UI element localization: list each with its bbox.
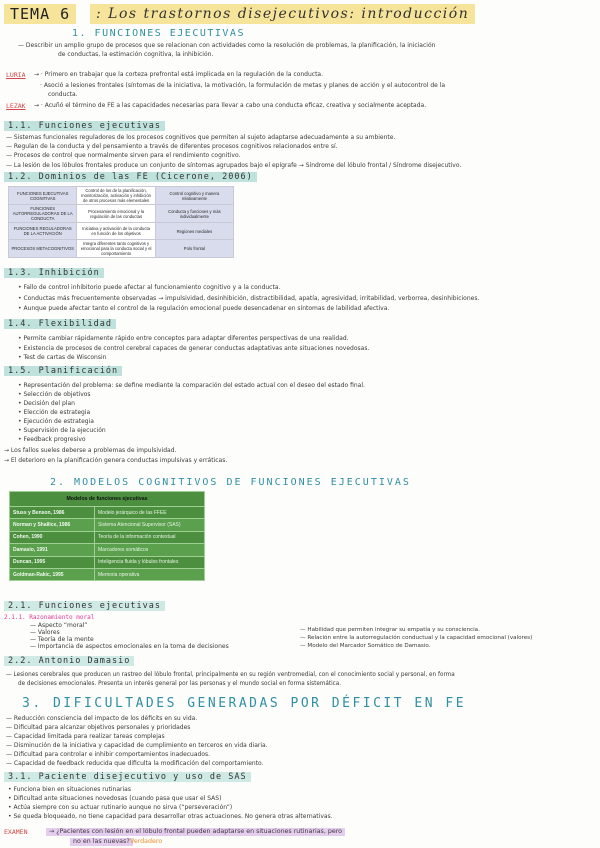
s15-after-2: → El deterioro en la planificación genera conductas impulsivas y erráticas. — [4, 457, 228, 464]
s3-line-2: — Dificultad para alcanzar objetivos personales y prioridades — [6, 724, 191, 731]
table-row — [10, 531, 205, 543]
luria-line-1: → · Primero en trabajar que la corteza prefrontal está implicada en la regulación de la conducta. — [34, 71, 324, 78]
exam-answer: Verdadero — [130, 838, 163, 845]
s14-line-1: • Permite cambiar rápidamente rápido entre conceptos para adaptar diferentes perspectivas de una realidad. — [18, 335, 349, 342]
s1-line-1: — Describir un amplio grupo de procesos que se relacionan con actividades como la resolución de problemas, la planificación, la iniciación — [18, 42, 436, 49]
section-3-title: 3. DIFICULTADES GENERADAS POR DÉFICIT EN FE — [22, 696, 467, 711]
s21-right-2: — Relación entre la autorregulación conductual y la capacidad emocional (valores) — [300, 635, 533, 641]
s15-line-5: • Ejecución de estrategia — [18, 418, 94, 425]
table-cell: Polo frontal — [155, 240, 233, 258]
section-2-1-title: 2.1. Funciones ejecutivas — [4, 601, 165, 611]
luria-line-3: conducta. — [48, 91, 78, 98]
table-row — [10, 556, 205, 568]
model-name: Teoría de la información contextual — [95, 531, 205, 543]
section-3-1-title: 3.1. Paciente disejecutivo y uso de SAS — [4, 772, 251, 782]
section-1-3-title: 1.3. Inhibición — [4, 268, 104, 278]
s21-right-3: — Modelo del Marcador Somático de Damasio. — [300, 643, 431, 649]
section-1-1-title: 1.1. Funciones ejecutivas — [4, 121, 165, 131]
model-name: Modelo jerárquico de las FFEE — [95, 507, 205, 519]
model-name: Sistema Atencional Supervisor (SAS) — [95, 519, 205, 531]
s21-left-2: — Valores — [30, 629, 60, 636]
model-name: Inteligencia fluida y lóbulos frontales — [95, 556, 205, 568]
model-name: Memoria operativa — [95, 568, 205, 580]
s31-line-3: • Actúa siempre con su actuar rutinario aunque no sirva (“perseveración”) — [8, 804, 233, 811]
page-tema: TEMA 6 — [4, 4, 76, 24]
luria-line-2: · Asoció a lesiones frontales (síntomas de la iniciativa, la motivación, la formulación de metas y planes de acción y el autocontrol de la — [40, 82, 446, 89]
model-name: Marcadores somáticos — [95, 544, 205, 556]
s11-line-1: — Sistemas funcionales reguladores de los procesos cognitivos que permiten al sujeto adaptarse adecuadamente a su ambiente. — [6, 134, 396, 141]
exam-question-2: no en las nuevas? — [70, 838, 133, 846]
luria-label: LURIA — [6, 71, 26, 79]
s21-right-1: — Habilidad que permiten integrar su empatía y su consciencia. — [300, 627, 480, 633]
s31-line-2: • Dificultad ante situaciones novedosas (cuando pasa que usar el SAS) — [8, 795, 222, 802]
table-cell: Control de los de la planificación, monitorización, activación y inhibición de otros procesos más elementales — [77, 187, 155, 205]
lezak-label: LEZAK — [6, 102, 26, 110]
section-1-5-title: 1.5. Planificación — [4, 366, 122, 376]
table-cell: Regiones mediales — [155, 223, 233, 240]
s11-line-4: — La lesión de los lóbulos frontales produce un conjunto de síntomas agrupados bajo el epígrafe → Síndrome del lóbulo frontal / Síndrome disejecutivo. — [6, 162, 462, 169]
s3-line-5: — Dificultad para controlar e inhibir comportamientos inadecuados. — [6, 751, 211, 758]
table-cell: Control cognitivo y manera relativamente — [155, 187, 233, 205]
section-1-2-title: 1.2. Dominios de las FE (Cicerone, 2006) — [4, 172, 257, 182]
s21-left-3: — Teoría de la mente — [30, 636, 94, 643]
section-2-title: 2. MODELOS COGNITIVOS DE FUNCIONES EJECUTIVAS — [50, 477, 411, 488]
table-row — [10, 519, 205, 531]
s15-line-1: • Representación del problema: se define mediante la comparación del estado actual con el deseo del estado final. — [18, 382, 365, 389]
table-header-row — [10, 492, 205, 507]
table-cell: PROCESOS METACOGNITIVOS — [9, 240, 77, 258]
s13-line-2: • Conductas más frecuentemente observadas → impulsividad, desinhibición, distractibilidad, apatía, agresividad, irritabilidad, verborrea, desinhibiciones. — [18, 295, 480, 302]
s21-left-4: — Importancia de aspectos emocionales en la toma de decisiones — [30, 643, 229, 650]
models-table-title: Modelos de funciones ejecutivas — [10, 492, 205, 507]
model-author: Stuss y Benson, 1986 — [10, 507, 95, 519]
s11-line-2: — Regulan de la conducta y del pensamiento a través de diferentes procesos cognitivos relacionados entre sí. — [6, 143, 338, 150]
s14-line-3: • Test de cartas de Wisconsin — [18, 354, 107, 361]
exam-question: → ¿Pacientes con lesión en el lóbulo frontal pueden adaptarse en situaciones rutinarias, pero — [46, 828, 345, 836]
s15-line-3: • Decisión del plan — [18, 400, 75, 407]
s13-line-1: • Fallo de control inhibitorio puede afectar al funcionamiento cognitivo y a la conducta. — [18, 284, 281, 291]
section-2-2-title: 2.2. Antonio Damasio — [4, 656, 134, 666]
table-row — [10, 544, 205, 556]
table-row — [9, 187, 234, 205]
s13-line-3: • Aunque puede afectar tanto el control de la regulación emocional puede desencadenar en síntomas de labilidad afectiva. — [18, 305, 390, 312]
table-cell: FUNCIONES AUTORREGULADORAS DE LA CONDUCTA — [9, 205, 77, 223]
table-row — [9, 205, 234, 223]
table-cell: Iniciativa y activación de la conducta en función de los objetivos — [77, 223, 155, 240]
table-cell: Procesamiento emocional y la regulación de las conductas — [77, 205, 155, 223]
s15-line-2: • Selección de objetivos — [18, 391, 91, 398]
s3-line-6: — Capacidad de feedback reducida que dificulta la modificación del comportamiento. — [6, 760, 264, 767]
s15-after-1: → Los fallos sueles deberse a problemas de impulsividad. — [4, 447, 177, 454]
model-author: Duncan, 1995 — [10, 556, 95, 568]
table-cell: FUNCIONES REGULADORAS DE LA ACTIVACIÓN — [9, 223, 77, 240]
s3-line-3: — Capacidad limitada para realizar tareas complejas — [6, 733, 165, 740]
s15-line-7: • Feedback progresivo — [18, 436, 86, 443]
s31-line-1: • Funciona bien en situaciones rutinarias — [8, 786, 131, 793]
model-author: Goldman-Rakic, 1995 — [10, 568, 95, 580]
table-cell: FUNCIONES EJECUTIVAS COGNITIVAS — [9, 187, 77, 205]
s21-left-1: — Aspecto “moral” — [30, 622, 88, 629]
table-row — [10, 568, 205, 580]
model-author: Damasio, 1991 — [10, 544, 95, 556]
page-title: : Los trastornos disejecutivos: introducción — [90, 4, 475, 24]
table-cell: Conducta y funciones y más individualmente — [155, 205, 233, 223]
table-row — [10, 507, 205, 519]
exam-label: EXAMEN — [4, 828, 28, 836]
s14-line-2: • Existencia de procesos de control cerebral capaces de generar conductas adaptativas ante situaciones novedosas. — [18, 345, 370, 352]
domains-table — [8, 186, 234, 258]
s11-line-3: — Procesos de control que normalmente sirven para el rendimiento cognitivo. — [6, 152, 241, 159]
s15-line-4: • Elección de estrategia — [18, 409, 91, 416]
s22-line-1: — Lesiones cerebrales que producen un rastreo del lóbulo frontal, principalmente en su región ventromedial, con el conocimiento social y personal, en forma — [6, 672, 455, 678]
s22-line-2: de decisiones emocionales. Presenta un interés general por las personas y el mundo social en forma sistemática. — [18, 681, 342, 687]
s21-pink-title: 2.1.1. Razonamiento moral — [4, 614, 95, 621]
model-author: Norman y Shallice, 1986 — [10, 519, 95, 531]
model-author: Cohen, 1990 — [10, 531, 95, 543]
s31-line-4: • Se queda bloqueado, no tiene capacidad para desarrollar otras actuaciones. No genera otras alternativas. — [8, 813, 333, 820]
lezak-line: → · Acuñó el término de FE a las capacidades necesarias para llevar a cabo una conducta eficaz, creativa y socialmente aceptada. — [34, 102, 427, 109]
s3-line-4: — Disminución de la iniciativa y capacidad de cumplimiento en terceros en vida diaria. — [6, 742, 268, 749]
table-cell: Integra diferentes tanto cognitivos y emocional para la conducta social y el comportamiento — [77, 240, 155, 258]
s3-line-1: — Reducción consciencia del impacto de los déficits en su vida. — [6, 715, 198, 722]
table-row — [9, 223, 234, 240]
s1-line-2: de conductas, la estimación cognitiva, la inhibición. — [58, 51, 214, 58]
models-table — [9, 491, 205, 581]
section-1-title: 1. FUNCIONES EJECUTIVAS — [72, 28, 245, 39]
section-1-4-title: 1.4. Flexibilidad — [4, 319, 116, 329]
table-row — [9, 240, 234, 258]
s15-line-6: • Supervisión de la ejecución — [18, 427, 106, 434]
